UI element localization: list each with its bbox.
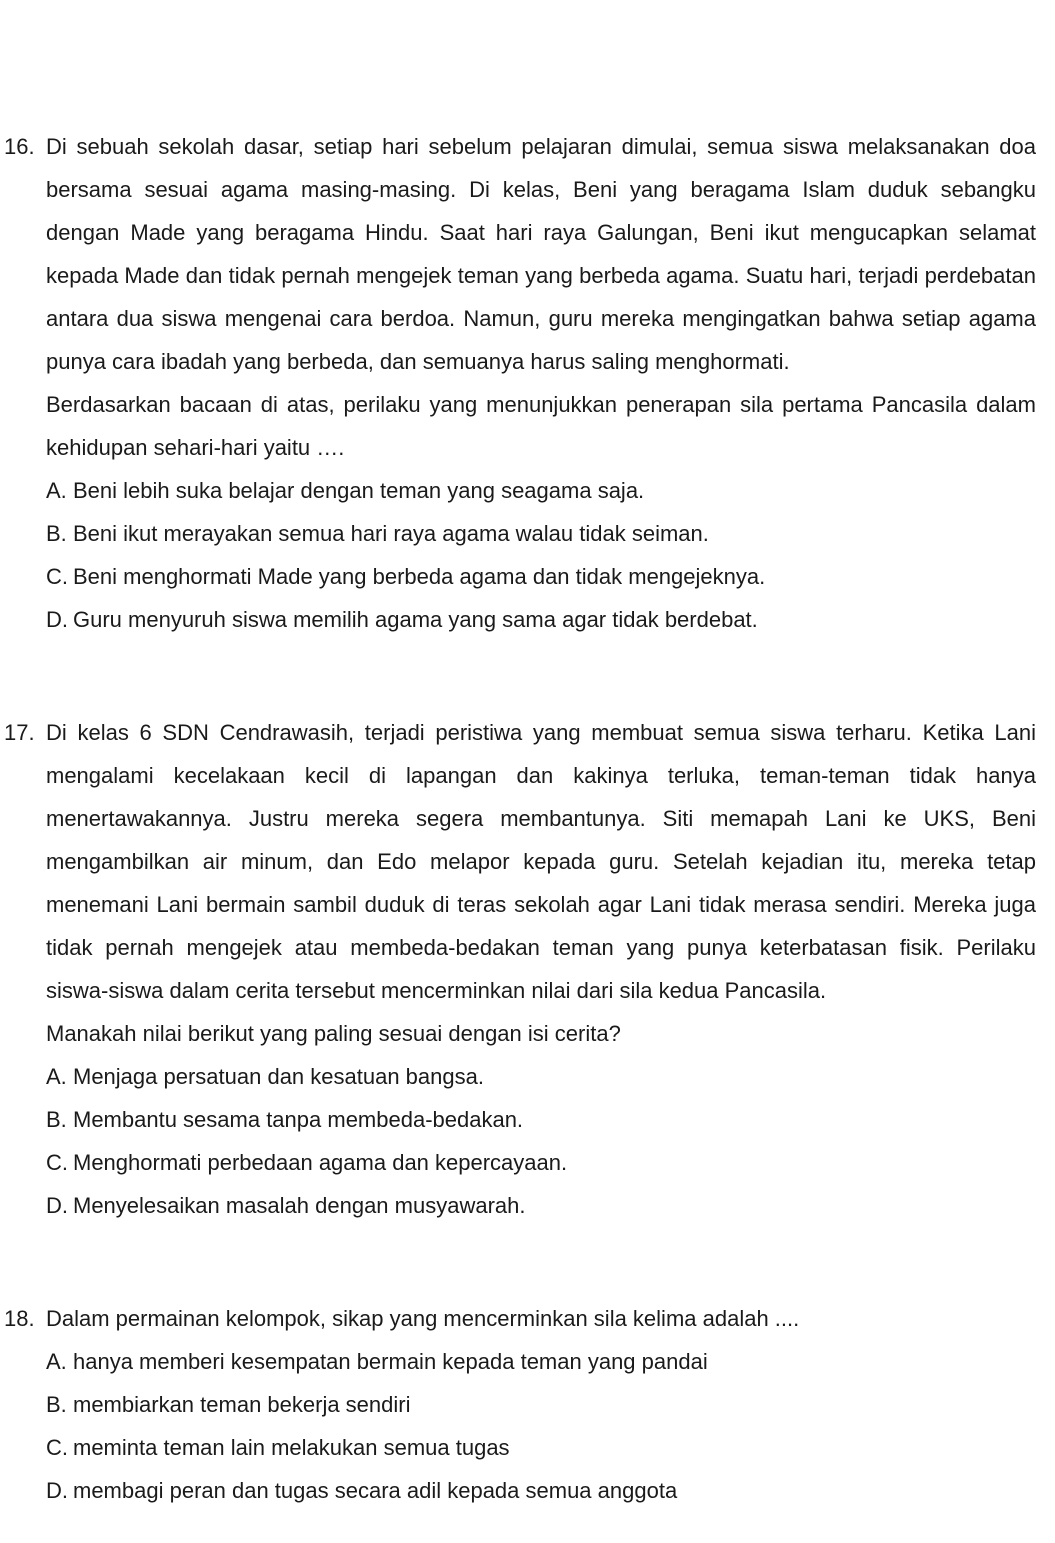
option-text: Beni lebih suka belajar dengan teman yang seagama saja. — [73, 478, 645, 503]
option-letter: A. — [46, 1349, 67, 1374]
answer-option-a[interactable] — [46, 1055, 1036, 1098]
answer-option-a[interactable] — [46, 1340, 1036, 1383]
option-text: Menjaga persatuan dan kesatuan bangsa. — [73, 1064, 484, 1089]
question-body — [46, 711, 1036, 1227]
question-prompt: Berdasarkan bacaan di atas, perilaku yang menunjukkan penerapan sila pertama Pancasila dalam kehidupan sehari-hari yaitu …. — [46, 392, 1036, 460]
question-number: 16. — [4, 134, 35, 159]
question-prompt: Manakah nilai berikut yang paling sesuai dengan isi cerita? — [46, 1021, 621, 1046]
answer-option-c[interactable] — [46, 1141, 1036, 1184]
answer-option-b[interactable] — [46, 512, 1036, 555]
question-number: 18. — [4, 1306, 35, 1331]
option-text: Beni menghormati Made yang berbeda agama dan tidak mengejeknya. — [73, 564, 766, 589]
option-text: Membantu sesama tanpa membeda-bedakan. — [73, 1107, 524, 1132]
option-text: Menghormati perbedaan agama dan kepercayaan. — [73, 1150, 568, 1175]
question-prompt: Dalam permainan kelompok, sikap yang mencerminkan sila kelima adalah .... — [46, 1306, 800, 1331]
question-passage: Di sebuah sekolah dasar, setiap hari sebelum pelajaran dimulai, semua siswa melaksanakan doa bersama sesuai agama masing-masing. Di kelas, Beni yang beragama Islam duduk sebangku dengan Made yang beragama Hindu. Saat hari raya Galungan, Beni ikut mengucapkan selamat kepada Made dan tidak pernah mengejek teman yang berbeda agama. Suatu hari, terjadi perdebatan antara dua siswa mengenai cara berdoa. Namun, guru mereka mengingatkan bahwa setiap agama punya cara ibadah yang berbeda, dan semuanya harus saling menghormati. — [46, 134, 1036, 374]
option-letter: C. — [46, 1435, 68, 1460]
option-letter: D. — [46, 607, 68, 632]
answer-option-b[interactable] — [46, 1383, 1036, 1426]
answer-options — [46, 1340, 1036, 1512]
answer-option-d[interactable] — [46, 598, 1036, 641]
option-letter: D. — [46, 1193, 68, 1218]
question-passage: Di kelas 6 SDN Cendrawasih, terjadi peristiwa yang membuat semua siswa terharu. Ketika Lani mengalami kecelakaan kecil di lapangan dan kakinya terluka, teman-teman tidak hanya menertawakannya. Justru mereka segera membantunya. Siti memapah Lani ke UKS, Beni mengambilkan air minum, dan Edo melapor kepada guru. Setelah kejadian itu, mereka tetap menemani Lani bermain sambil duduk di teras sekolah agar Lani tidak merasa sendiri. Mereka juga tidak pernah mengejek atau membeda-bedakan teman yang punya keterbatasan fisik. Perilaku siswa-siswa dalam cerita tersebut mencerminkan nilai dari sila kedua Pancasila. — [46, 720, 1036, 1003]
answer-options — [46, 1055, 1036, 1227]
answer-option-c[interactable] — [46, 1426, 1036, 1469]
option-text: membiarkan teman bekerja sendiri — [73, 1392, 411, 1417]
option-text: meminta teman lain melakukan semua tugas — [73, 1435, 510, 1460]
question-number: 17. — [4, 720, 35, 745]
option-letter: A. — [46, 478, 67, 503]
option-letter: C. — [46, 1150, 68, 1175]
option-text: Menyelesaikan masalah dengan musyawarah. — [73, 1193, 526, 1218]
option-letter: B. — [46, 1107, 67, 1132]
question-body — [46, 125, 1036, 641]
option-letter: C. — [46, 564, 68, 589]
answer-option-d[interactable] — [46, 1184, 1036, 1227]
answer-option-b[interactable] — [46, 1098, 1036, 1141]
option-text: membagi peran dan tugas secara adil kepada semua anggota — [73, 1478, 678, 1503]
option-letter: A. — [46, 1064, 67, 1089]
option-text: hanya memberi kesempatan bermain kepada teman yang pandai — [73, 1349, 708, 1374]
answer-option-a[interactable] — [46, 469, 1036, 512]
question-body — [46, 1297, 1036, 1512]
option-text: Beni ikut merayakan semua hari raya agama walau tidak seiman. — [73, 521, 709, 546]
answer-option-d[interactable] — [46, 1469, 1036, 1512]
option-letter: D. — [46, 1478, 68, 1503]
option-letter: B. — [46, 521, 67, 546]
answer-option-c[interactable] — [46, 555, 1036, 598]
option-letter: B. — [46, 1392, 67, 1417]
answer-options — [46, 469, 1036, 641]
option-text: Guru menyuruh siswa memilih agama yang sama agar tidak berdebat. — [73, 607, 758, 632]
